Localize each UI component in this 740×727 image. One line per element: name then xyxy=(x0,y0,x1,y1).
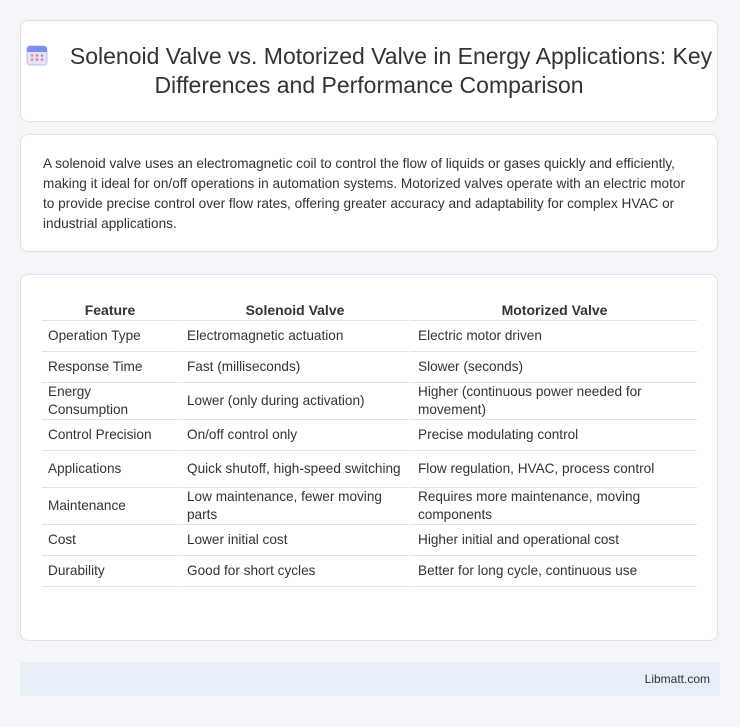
table-cell: Quick shutoff, high-speed switching xyxy=(178,451,409,488)
footer xyxy=(20,662,720,696)
comparison-table xyxy=(42,295,697,587)
table-cell: Lower (only during activation) xyxy=(178,383,409,420)
table-row xyxy=(42,420,697,451)
table-cell: Flow regulation, HVAC, process control xyxy=(409,451,697,488)
column-header-motorized: Motorized Valve xyxy=(409,295,697,321)
table-row xyxy=(42,321,697,352)
comparison-card xyxy=(20,274,718,641)
table-cell: Better for long cycle, continuous use xyxy=(409,556,697,587)
table-row xyxy=(42,451,697,488)
table-cell: Electric motor driven xyxy=(409,321,697,352)
table-cell: Applications xyxy=(42,451,178,488)
page-title xyxy=(21,42,717,100)
table-cell: On/off control only xyxy=(178,420,409,451)
table-cell: Control Precision xyxy=(42,420,178,451)
table-cell: Response Time xyxy=(42,352,178,383)
table-cell: Lower initial cost xyxy=(178,525,409,556)
table-row xyxy=(42,352,697,383)
calendar-icon xyxy=(26,44,48,66)
intro-card xyxy=(20,134,718,252)
title-card xyxy=(20,20,718,122)
column-header-solenoid: Solenoid Valve xyxy=(178,295,409,321)
table-row xyxy=(42,383,697,420)
table-cell: Higher initial and operational cost xyxy=(409,525,697,556)
table-cell: Energy Consumption xyxy=(42,383,178,420)
table-cell: Fast (milliseconds) xyxy=(178,352,409,383)
footer-brand-link[interactable]: Libmatt.com xyxy=(644,672,710,686)
table-cell: Higher (continuous power needed for movement) xyxy=(409,383,697,420)
table-cell: Durability xyxy=(42,556,178,587)
table-row xyxy=(42,556,697,587)
page-title-text: Solenoid Valve vs. Motorized Valve in Energy Applications: Key Differences and Performance Comparison xyxy=(69,43,713,98)
table-cell: Slower (seconds) xyxy=(409,352,697,383)
table-cell: Requires more maintenance, moving components xyxy=(409,488,697,525)
table-header-row xyxy=(42,295,697,321)
table-row xyxy=(42,525,697,556)
table-cell: Maintenance xyxy=(42,488,178,525)
table-cell: Electromagnetic actuation xyxy=(178,321,409,352)
table-cell: Operation Type xyxy=(42,321,178,352)
table-cell: Precise modulating control xyxy=(409,420,697,451)
column-header-feature: Feature xyxy=(42,295,178,321)
intro-paragraph: A solenoid valve uses an electromagnetic coil to control the flow of liquids or gases quickly and efficiently, making it ideal for on/off operations in automation systems. Motorized valves operate with an electric motor to provide precise control over flow rates, offering greater accuracy and adaptability for complex HVAC or industrial applications. xyxy=(43,156,685,231)
table-cell: Good for short cycles xyxy=(178,556,409,587)
table-row xyxy=(42,488,697,525)
table-cell: Cost xyxy=(42,525,178,556)
table-cell: Low maintenance, fewer moving parts xyxy=(178,488,409,525)
